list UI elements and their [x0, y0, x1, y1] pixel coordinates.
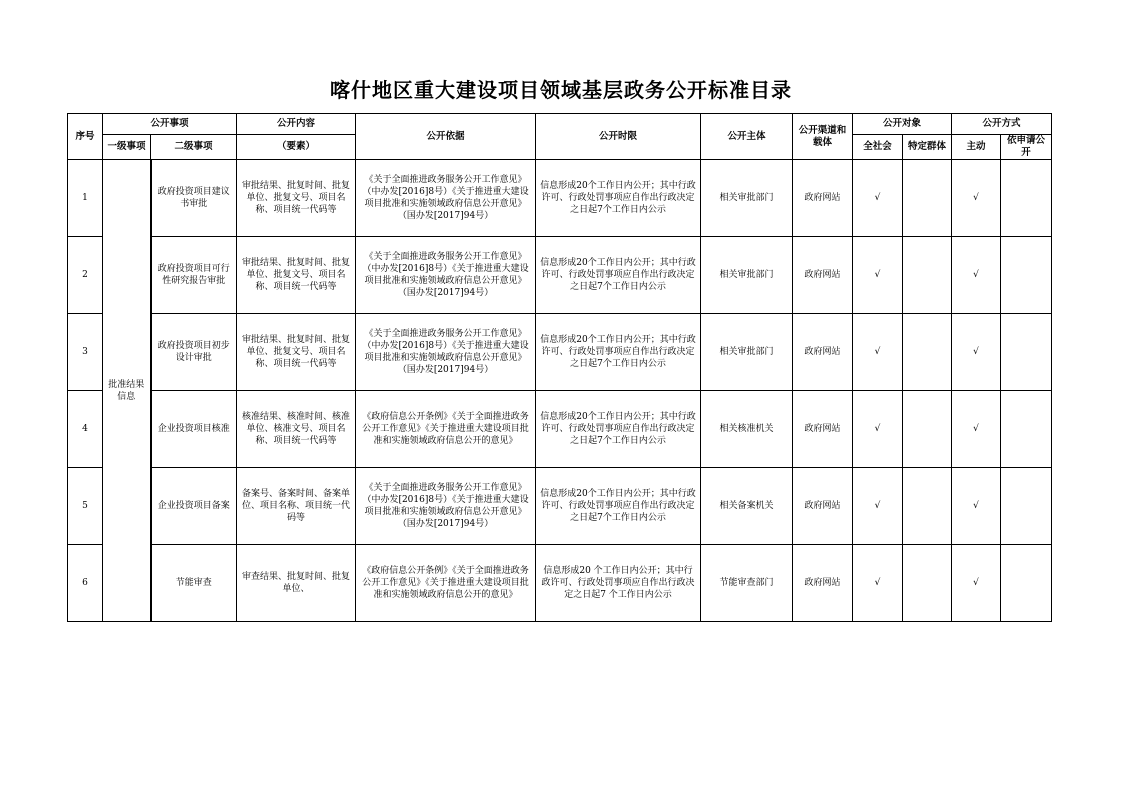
- row-content: 审批结果、批复时间、批复单位、批复文号、项目名称、项目统一代码等: [237, 160, 356, 237]
- header-subject: 公开主体: [701, 114, 793, 160]
- row-level2: 政府投资项目建议书审批: [151, 160, 237, 237]
- table-row: [68, 237, 1052, 314]
- row-subject: 相关审批部门: [701, 237, 793, 314]
- row-specific-group: [903, 160, 952, 237]
- row-on-request: [1001, 545, 1052, 622]
- header-target: 公开对象: [853, 114, 952, 135]
- row-channel: 政府网站: [793, 160, 853, 237]
- catalog-table: [67, 113, 1052, 622]
- row-level2: 企业投资项目备案: [151, 468, 237, 545]
- row-active: √: [952, 314, 1001, 391]
- row-active: √: [952, 237, 1001, 314]
- row-on-request: [1001, 468, 1052, 545]
- table-row: [68, 160, 1052, 237]
- row-subject: 相关审批部门: [701, 160, 793, 237]
- header-time-limit: 公开时限: [536, 114, 701, 160]
- row-content: 审批结果、批复时间、批复单位、批复文号、项目名称、项目统一代码等: [237, 237, 356, 314]
- row-all-society: √: [853, 314, 903, 391]
- header-method: 公开方式: [952, 114, 1052, 135]
- header-channel: 公开渠道和载体: [793, 114, 853, 160]
- row-basis: 《关于全面推进政务服务公开工作意见》（中办发[2016]8号）《关于推进重大建设项目批准和实施领域政府信息公开意见》（国办发[2017]94号）: [356, 160, 536, 237]
- header-method-apply: 依申请公开: [1001, 135, 1052, 160]
- header-basis: 公开依据: [356, 114, 536, 160]
- row-channel: 政府网站: [793, 314, 853, 391]
- row-all-society: √: [853, 160, 903, 237]
- table-row: [68, 391, 1052, 468]
- row-specific-group: [903, 545, 952, 622]
- header-seq: 序号: [68, 114, 103, 160]
- row-channel: 政府网站: [793, 545, 853, 622]
- table-row: [68, 545, 1052, 622]
- header-content-sub: （要素）: [237, 135, 356, 160]
- row-all-society: √: [853, 545, 903, 622]
- row-time-limit: 信息形成20个工作日内公开；其中行政许可、行政处罚事项应自作出行政决定之日起7个工作日内公示: [536, 160, 701, 237]
- level1-item: 批准结果信息: [103, 160, 151, 622]
- header-level1: 一级事项: [103, 135, 151, 160]
- row-time-limit: 信息形成20个工作日内公开；其中行政许可、行政处罚事项应自作出行政决定之日起7个工作日内公示: [536, 314, 701, 391]
- row-active: √: [952, 391, 1001, 468]
- row-level2: 节能审查: [151, 545, 237, 622]
- page-title: 喀什地区重大建设项目领域基层政务公开标准目录: [330, 78, 792, 102]
- row-on-request: [1001, 391, 1052, 468]
- row-basis: 《关于全面推进政务服务公开工作意见》（中办发[2016]8号）《关于推进重大建设项目批准和实施领域政府信息公开意见》（国办发[2017]94号）: [356, 468, 536, 545]
- row-level2: 政府投资项目初步设计审批: [151, 314, 237, 391]
- row-specific-group: [903, 391, 952, 468]
- row-all-society: √: [853, 237, 903, 314]
- row-time-limit: 信息形成20 个工作日内公开；其中行政许可、行政处罚事项应自作出行政决定之日起7 个工作日内公示: [536, 545, 701, 622]
- row-level2: 企业投资项目核准: [151, 391, 237, 468]
- row-subject: 相关核准机关: [701, 391, 793, 468]
- row-seq: 5: [68, 468, 103, 545]
- row-specific-group: [903, 237, 952, 314]
- row-active: √: [952, 160, 1001, 237]
- row-active: √: [952, 545, 1001, 622]
- row-seq: 6: [68, 545, 103, 622]
- row-basis: 《政府信息公开条例》《关于全面推进政务公开工作意见》《关于推进重大建设项目批准和实施领域政府信息公开的意见》: [356, 391, 536, 468]
- row-on-request: [1001, 237, 1052, 314]
- header-row-1: [68, 114, 1052, 135]
- table-row: [68, 314, 1052, 391]
- header-content: 公开内容: [237, 114, 356, 135]
- row-all-society: √: [853, 468, 903, 545]
- row-specific-group: [903, 468, 952, 545]
- row-basis: 《关于全面推进政务服务公开工作意见》（中办发[2016]8号）《关于推进重大建设项目批准和实施领域政府信息公开意见》（国办发[2017]94号）: [356, 314, 536, 391]
- row-time-limit: 信息形成20个工作日内公开；其中行政许可、行政处罚事项应自作出行政决定之日起7个工作日内公示: [536, 391, 701, 468]
- row-all-society: √: [853, 391, 903, 468]
- row-specific-group: [903, 314, 952, 391]
- table-row: [68, 468, 1052, 545]
- row-on-request: [1001, 314, 1052, 391]
- row-content: 审批结果、批复时间、批复单位、批复文号、项目名称、项目统一代码等: [237, 314, 356, 391]
- header-target-all: 全社会: [853, 135, 903, 160]
- row-basis: 《关于全面推进政务服务公开工作意见》（中办发[2016]8号）《关于推进重大建设项目批准和实施领域政府信息公开意见》（国办发[2017]94号）: [356, 237, 536, 314]
- header-method-active: 主动: [952, 135, 1001, 160]
- row-content: 备案号、备案时间、备案单位、项目名称、项目统一代码等: [237, 468, 356, 545]
- row-channel: 政府网站: [793, 468, 853, 545]
- row-subject: 相关审批部门: [701, 314, 793, 391]
- row-time-limit: 信息形成20个工作日内公开；其中行政许可、行政处罚事项应自作出行政决定之日起7个工作日内公示: [536, 237, 701, 314]
- row-subject: 相关备案机关: [701, 468, 793, 545]
- header-target-specific: 特定群体: [903, 135, 952, 160]
- row-content: 审查结果、批复时间、批复单位、: [237, 545, 356, 622]
- row-channel: 政府网站: [793, 237, 853, 314]
- row-seq: 1: [68, 160, 103, 237]
- row-time-limit: 信息形成20个工作日内公开；其中行政许可、行政处罚事项应自作出行政决定之日起7个工作日内公示: [536, 468, 701, 545]
- row-on-request: [1001, 160, 1052, 237]
- header-level2: 二级事项: [151, 135, 237, 160]
- row-seq: 2: [68, 237, 103, 314]
- row-seq: 3: [68, 314, 103, 391]
- row-level2: 政府投资项目可行性研究报告审批: [151, 237, 237, 314]
- row-basis: 《政府信息公开条例》《关于全面推进政务公开工作意见》《关于推进重大建设项目批准和实施领域政府信息公开的意见》: [356, 545, 536, 622]
- row-content: 核准结果、核准时间、核准单位、核准文号、项目名称、项目统一代码等: [237, 391, 356, 468]
- header-matter: 公开事项: [103, 114, 237, 135]
- row-seq: 4: [68, 391, 103, 468]
- row-channel: 政府网站: [793, 391, 853, 468]
- row-subject: 节能审查部门: [701, 545, 793, 622]
- row-active: √: [952, 468, 1001, 545]
